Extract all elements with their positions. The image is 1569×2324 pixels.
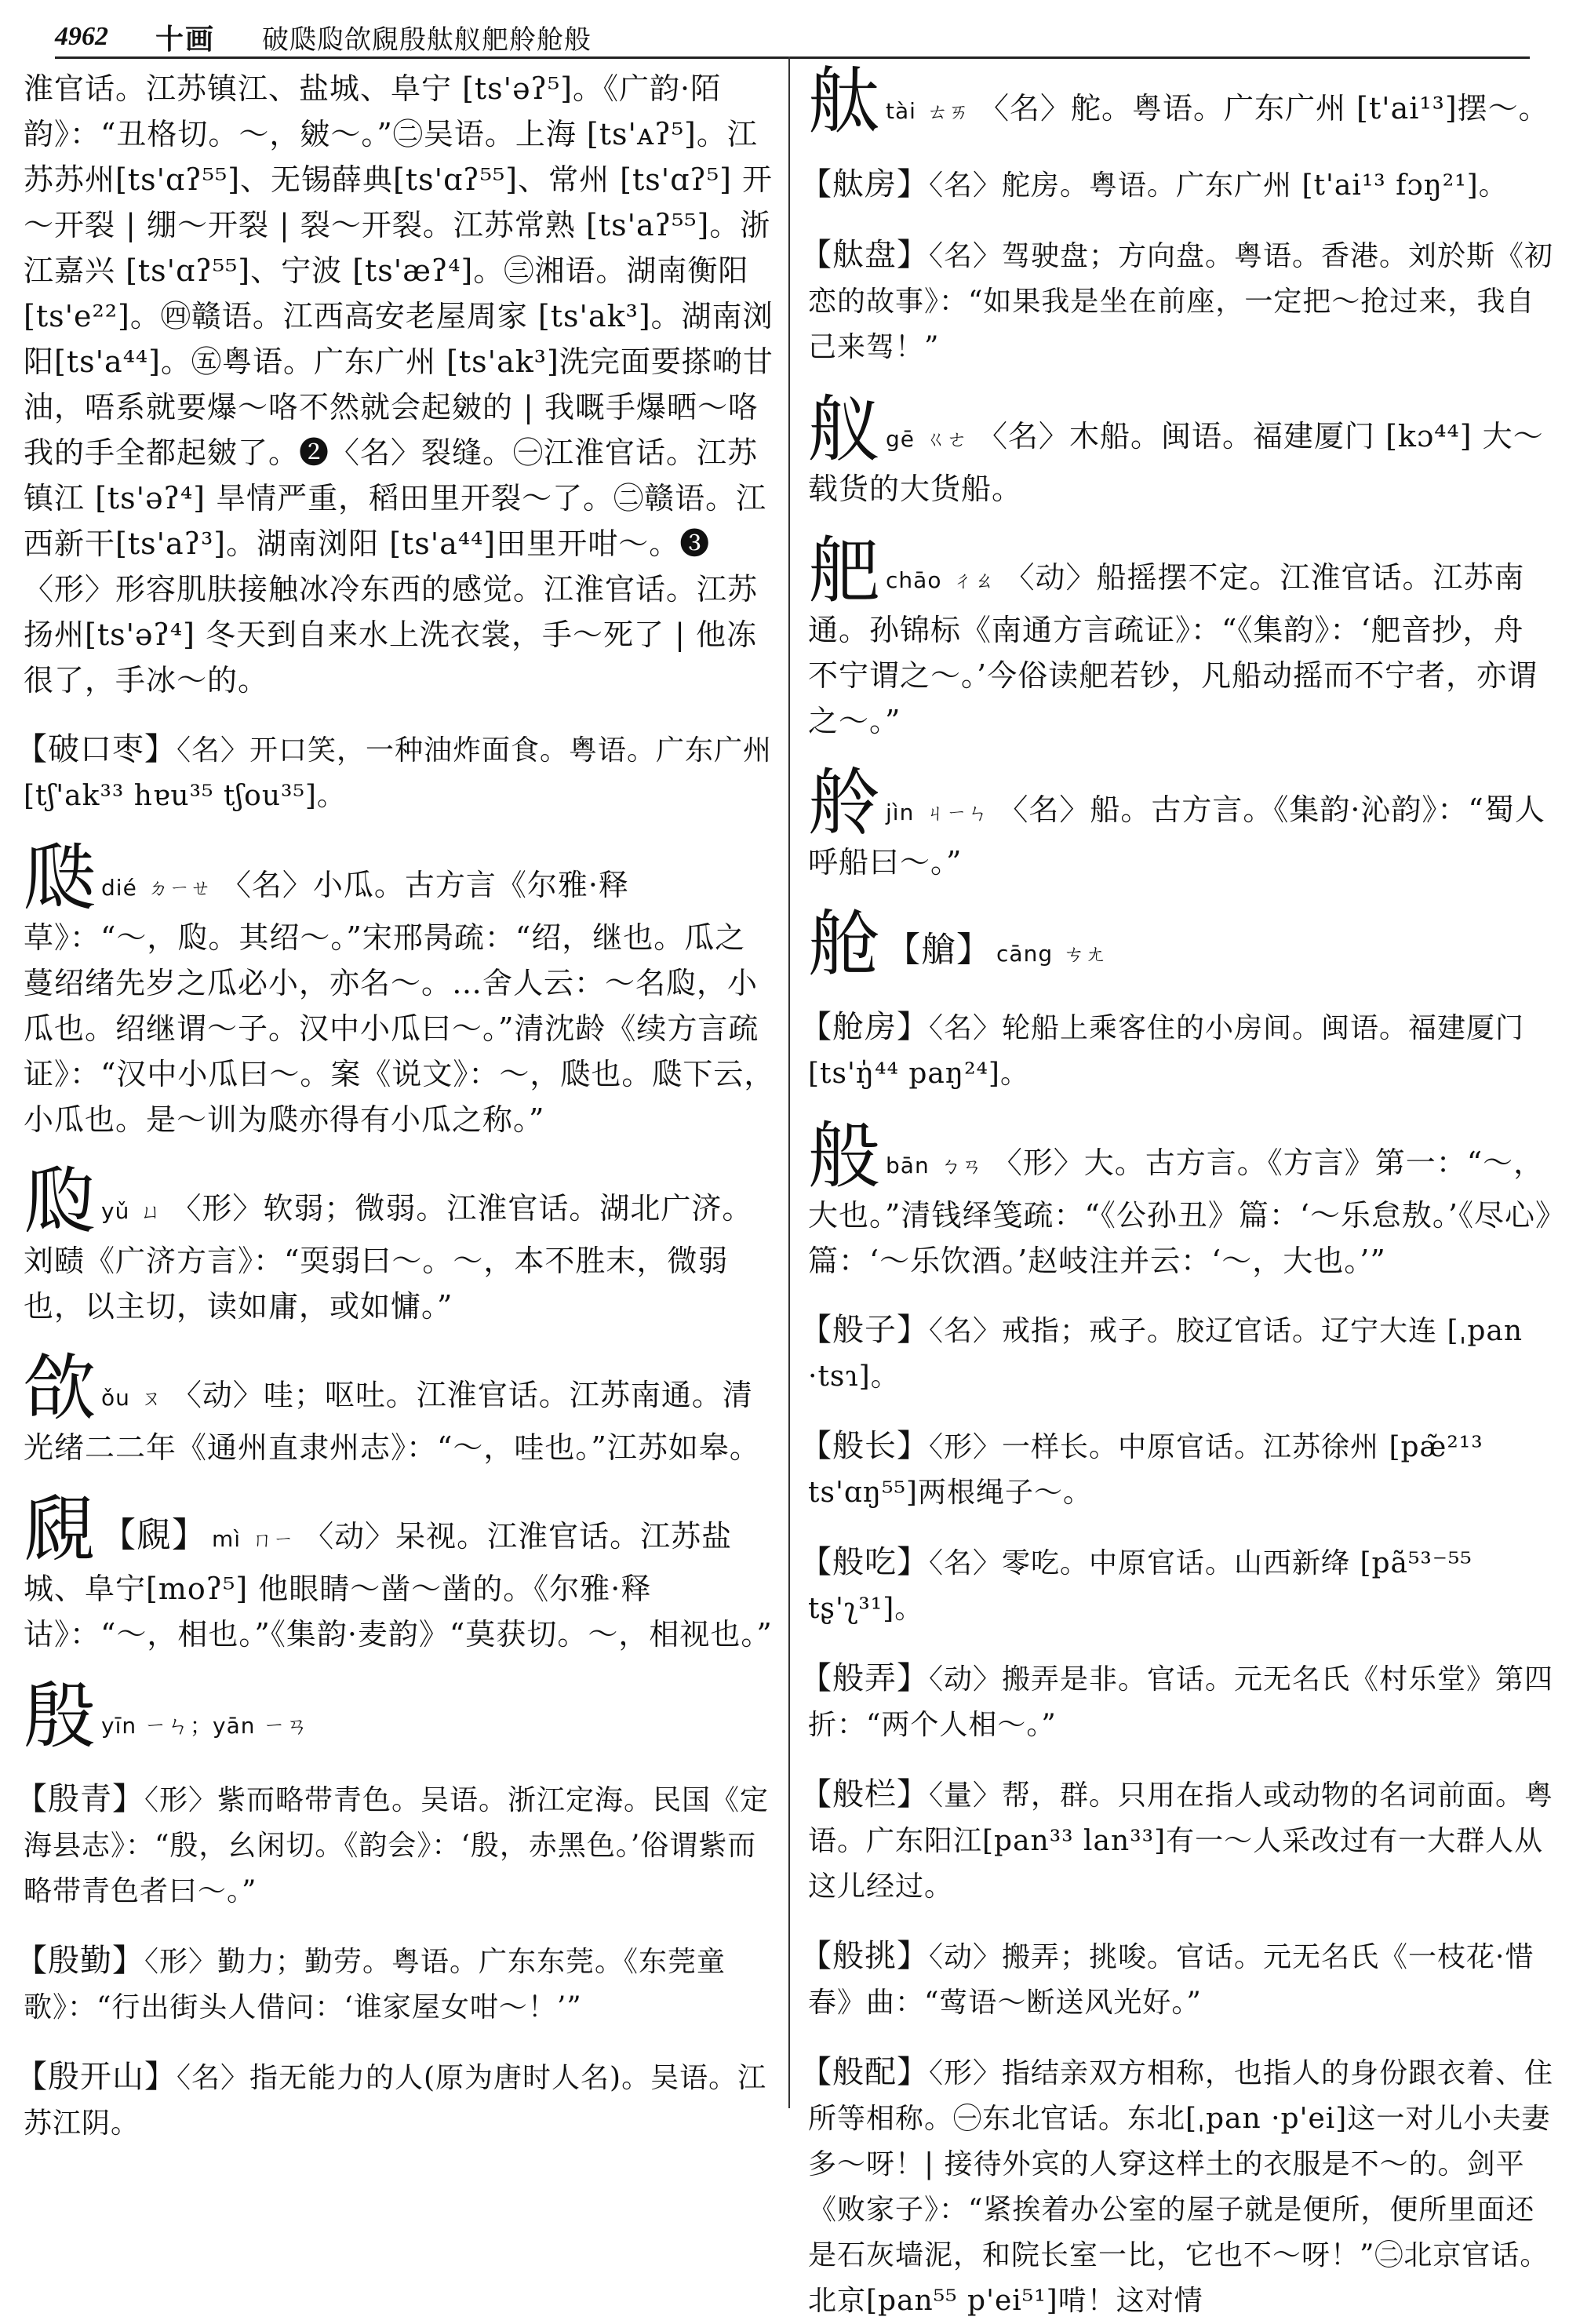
entry-body	[808, 761, 1553, 885]
compound-headword: 【舦盘】	[800, 237, 929, 273]
definition-text: 〈形〉大。古方言。《方言》第一：“～，大也。”清钱绎笺疏：“《公孙丑》篇：‘～乐怠敖。’《尽心》篇：‘～乐饮酒。’赵岐注并云：‘～，大也。’”	[808, 1146, 1552, 1278]
compound-headword: 【破口枣】	[16, 731, 177, 767]
entry-body	[808, 902, 1553, 986]
bopomofo: ㄡ	[140, 1387, 162, 1411]
definition-text: 〈动〉呆视。江淮官话。江苏盐城、阜宁[moʔ⁵] 他眼睛～凿～凿的。《尔雅·释诂》：“～，相也。”《集韵·麦韵》“莫获切。～，相视也。”	[24, 1519, 773, 1652]
dictionary-entry	[24, 66, 775, 703]
bopomofo: ㄍㄜ	[926, 428, 969, 452]
definition-text: 〈名〉木船。闽语。福建厦门 [kɔ⁴⁴] 大～载货的大货船。	[808, 419, 1544, 506]
entry-body	[24, 836, 775, 1142]
dictionary-entry	[24, 1488, 775, 1657]
entry-body	[24, 1346, 775, 1470]
bopomofo: ㄐㄧㄣ	[925, 802, 989, 825]
dictionary-entry	[24, 1160, 775, 1329]
entry-body	[800, 1772, 1554, 1910]
definition-text: 〈名〉戒指；戒子。胶辽官话。辽宁大连 [ˌpan ·tsɿ]。	[808, 1315, 1523, 1393]
page-header	[55, 17, 1530, 59]
definition-text: 〈形〉一样长。中原官话。江苏徐州 [pæ̃²¹³ ts'ɑŋ⁵⁵]两根绳子～。	[808, 1431, 1483, 1509]
definition-text: 〈动〉搬弄；挑唆。官话。元无名氏《一枝花·惜春》曲：“莺语～断送风光好。”	[808, 1941, 1534, 2019]
definition-text: 〈量〉帮，群。只用在指人或动物的名词前面。粤语。广东阳江[pan³³ lan³³]有一～人采改过有一大群人从这儿经过。	[808, 1779, 1554, 1903]
continued-text: 淮官话。江苏镇江、盐城、阜宁 [ts'əʔ⁵]。《广韵·陌韵》：“丑格切。～，皴～。”㊁吴语。上海 [ts'ᴀʔ⁵]。江苏苏州[ts'ɑʔ⁵⁵]、无锡薛典[ts'ɑʔ⁵⁵]、常州 [ts'ɑʔ⁵] 开～开裂 | 绷～开裂 | 裂～开裂。江苏常熟 [ts'aʔ⁵⁵]。浙江嘉兴 [ts'ɑʔ⁵⁵]、宁波 [ts'æʔ⁴]。㊂湘语。湖南衡阳[ts'e²²]。㊃赣语。江西高安老屋周家 [ts'ak³]。湖南浏阳[ts'a⁴⁴]。㊄粤语。广东广州 [ts'ak³]洗完面要搽啲甘油，唔系就要爆～咯不然就会起皴的 | 我嘅手爆晒～咯我的手全都起皴了。❷〈名〉裂缝。㊀江淮官话。江苏镇江 [ts'əʔ⁴] 旱情严重，稻田里开裂～了。㊁赣语。江西新干[ts'aʔ³]。湖南浏阳 [ts'a⁴⁴]田里开咁～。❸〈形〉形容肌肤接触冰冷东西的感觉。江淮官话。江苏扬州[ts'əʔ⁴] 冬天到自来水上洗衣裳，手～死了 | 他冻很了，手冰～的。	[24, 71, 774, 698]
entry-body	[800, 232, 1554, 370]
definition-text: 〈动〉哇；呕吐。江淮官话。江苏南通。清光绪二二年《通州直隶州志》：“～，哇也。”江苏如皋。	[24, 1378, 760, 1465]
entry-body	[800, 1423, 1553, 1516]
entry-body	[808, 60, 1553, 144]
dictionary-entry	[800, 2049, 1554, 2324]
definition-text: 〈名〉轮船上乘客住的小房间。闽语。福建厦门 [ts'ŋ̍⁴⁴ paŋ²⁴]。	[808, 1012, 1525, 1090]
headword-character: 舣	[808, 388, 882, 472]
entry-body	[800, 1933, 1553, 2026]
pinyin: gē	[886, 426, 916, 452]
dictionary-entry	[800, 162, 1553, 209]
headword-character: 瓝	[24, 1160, 97, 1244]
pinyin: jìn	[886, 800, 915, 825]
pinyin: bān	[886, 1153, 930, 1178]
dictionary-entry	[800, 1004, 1553, 1097]
dictionary-entry	[800, 1423, 1553, 1516]
definition-text: 〈名〉零吃。中原官话。山西新绛 [pã⁵³⁻⁵⁵ tʂ'ʅ³¹]。	[808, 1547, 1473, 1625]
entry-body	[800, 1307, 1553, 1400]
pinyin: yīn ㄧㄣ；yān ㄧㄢ	[101, 1713, 309, 1739]
compound-headword: 【般子】	[800, 1312, 929, 1348]
entry-body	[800, 1656, 1554, 1748]
dictionary-entry	[16, 727, 775, 819]
header-characters: 破瓞瓝欱覛殷舦舣舥舲舱般	[262, 24, 592, 56]
pinyin: dié	[101, 875, 137, 901]
entry-body	[16, 1776, 775, 1914]
pinyin: mì	[212, 1526, 242, 1552]
bopomofo: ㄅㄢ	[940, 1155, 983, 1178]
definition-text: 〈名〉舵。粤语。广东广州 [t'ai¹³]摆～。	[978, 91, 1549, 126]
dictionary-entry	[24, 1346, 775, 1470]
dictionary-entry	[808, 902, 1553, 986]
headword-character: 舱	[808, 902, 882, 986]
compound-headword: 【殷青】	[16, 1781, 144, 1817]
definition-text: 〈名〉驾驶盘；方向盘。粤语。香港。刘於斯《初恋的故事》：“如果我是坐在前座，一定把～抢过来，我自己来驾！”	[808, 240, 1554, 363]
compound-headword: 【殷开山】	[16, 2059, 177, 2095]
bopomofo: ㄊㄞ	[926, 100, 970, 124]
entry-body	[800, 162, 1553, 209]
compound-headword: 【般弄】	[800, 1660, 929, 1696]
headword-character: 覛	[24, 1488, 97, 1572]
entry-body	[16, 727, 775, 819]
headword-character: 舦	[808, 60, 882, 144]
definition-text: 〈名〉指无能力的人(原为唐时人名)。吴语。江苏江阴。	[24, 2062, 767, 2140]
compound-headword: 【般挑】	[800, 1938, 929, 1974]
bopomofo: ㄔㄠ	[952, 570, 996, 593]
headword-character: 瓞	[24, 836, 97, 920]
entry-body	[16, 1938, 775, 2031]
compound-headword: 【般配】	[800, 2054, 929, 2090]
bopomofo: ㄉㄧㄝ	[147, 877, 212, 901]
traditional-form: 【艙】	[886, 930, 992, 970]
traditional-form: 【覛】	[101, 1515, 208, 1555]
dictionary-entry	[800, 1307, 1553, 1400]
pinyin: yǔ	[101, 1198, 130, 1224]
compound-headword: 【般长】	[800, 1428, 929, 1464]
dictionary-entry	[24, 1674, 775, 1758]
entry-body	[800, 1004, 1553, 1097]
entry-body	[808, 388, 1553, 512]
pinyin: chāo	[886, 567, 942, 593]
dictionary-entry	[800, 1933, 1553, 2026]
dictionary-entry	[808, 529, 1553, 744]
headword-character: 殷	[24, 1674, 97, 1758]
dictionary-entry	[808, 761, 1553, 885]
entry-body	[808, 1114, 1553, 1284]
headword-character: 欱	[24, 1346, 97, 1430]
definition-text: 〈形〉紫而略带青色。吴语。浙江定海。民国《定海县志》：“殷，幺闲切。《韵会》：‘殷，赤黑色。’俗谓紫而略带青色者曰～。”	[24, 1784, 770, 1907]
pinyin: cāng	[996, 941, 1054, 967]
headword-character: 舥	[808, 529, 882, 613]
dictionary-entry	[808, 60, 1553, 144]
compound-headword: 【舦房】	[800, 166, 929, 202]
bopomofo: ㄩ	[140, 1200, 162, 1224]
compound-headword: 【般吃】	[800, 1544, 929, 1580]
dictionary-entry	[800, 232, 1554, 370]
left-column	[16, 66, 775, 2140]
pinyin: ǒu	[101, 1385, 130, 1411]
definition-text: 〈名〉舵房。粤语。广东广州 [t'ai¹³ fɔŋ²¹]。	[929, 169, 1508, 202]
definition-text: 〈形〉勤力；勤劳。粤语。广东东莞。《东莞童歌》：“行出街头人借问：‘谁家屋女咁～！’”	[24, 1946, 726, 2023]
page-number: 4962	[55, 22, 108, 51]
dictionary-entry	[16, 2054, 775, 2147]
dictionary-entry	[16, 1938, 775, 2031]
entry-body	[24, 1488, 775, 1657]
entry-body	[808, 529, 1553, 744]
dictionary-entry	[800, 1539, 1553, 1632]
dictionary-entry	[24, 836, 775, 1142]
definition-text: 〈名〉开口笑，一种油炸面食。粤语。广东广州[tʃ'ak³³ hɐu³⁵ tʃou³⁵]。	[24, 734, 773, 812]
entry-body	[24, 1674, 775, 1758]
dictionary-entry	[808, 1114, 1553, 1284]
definition-text: 〈形〉软弱；微弱。江淮官话。湖北广济。刘赜《广济方言》：“耎弱曰～。～，本不胜末，微弱也，以主切，读如庸，或如慵。”	[24, 1191, 753, 1324]
dictionary-entry	[800, 1656, 1554, 1748]
entry-body	[24, 1160, 775, 1329]
entry-body	[800, 2049, 1554, 2324]
compound-headword: 【般栏】	[800, 1776, 929, 1812]
compound-headword: 【殷勤】	[16, 1943, 144, 1979]
dictionary-entry	[808, 388, 1553, 512]
headword-character: 舲	[808, 761, 882, 845]
entry-body	[800, 1539, 1553, 1632]
right-column	[800, 60, 1554, 2317]
pinyin: tài	[886, 98, 916, 124]
section-label: 十画	[155, 22, 216, 56]
definition-text: 〈形〉指结亲双方相称，也指人的身份跟衣着、住所等相称。㊀东北官话。东北[ˌpan ·p'ei]这一对儿小夫妻多～呀！| 接待外宾的人穿这样土的衣服是不～的。剑平《败家子》：“紧挨着办公室的屋子就是便所，便所里面还是石灰墙泥，和院长室一比，它也不～呀！”㊁北京官话。北京[pan⁵⁵ p'ei⁵¹]啃！这对情	[808, 2057, 1554, 2317]
definition-text: 〈动〉搬弄是非。官话。元无名氏《村乐堂》第四折：“两个人相～。”	[808, 1663, 1554, 1741]
definition-text: 〈动〉船摇摆不定。江淮官话。江苏南通。孙锦标《南通方言疏证》：“《集韵》：‘舥音抄，舟不宁谓之～。’今俗读舥若钞，凡船动摇而不宁者，亦谓之～。”	[808, 560, 1538, 738]
dictionary-entry	[800, 1772, 1554, 1910]
entry-body	[16, 2054, 775, 2147]
definition-text: 〈名〉小瓜。古方言《尔雅·释草》：“～，瓝。其绍～。”宋邢昺疏：“绍，继也。瓜之蔓绍绪先岁之瓜必小，亦名～。…舍人云：～名瓝，小瓜也。绍继谓～子。汉中小瓜曰～。”清沈龄《续方言疏证》：“汉中小瓜曰～。案《说文》：～，瓞也。瓞下云，小瓜也。是～训为瓞亦得有小瓜之称。”	[24, 868, 775, 1137]
definition-text: 〈名〉船。古方言。《集韵·沁韵》：“蜀人呼船曰～。”	[808, 792, 1545, 880]
compound-headword: 【舱房】	[800, 1009, 929, 1045]
bopomofo: ㄘㄤ	[1064, 943, 1107, 967]
bopomofo: ㄇㄧ	[252, 1528, 295, 1552]
dictionary-entry	[16, 1776, 775, 1914]
column-divider	[788, 56, 790, 2108]
headword-character: 般	[808, 1114, 882, 1198]
